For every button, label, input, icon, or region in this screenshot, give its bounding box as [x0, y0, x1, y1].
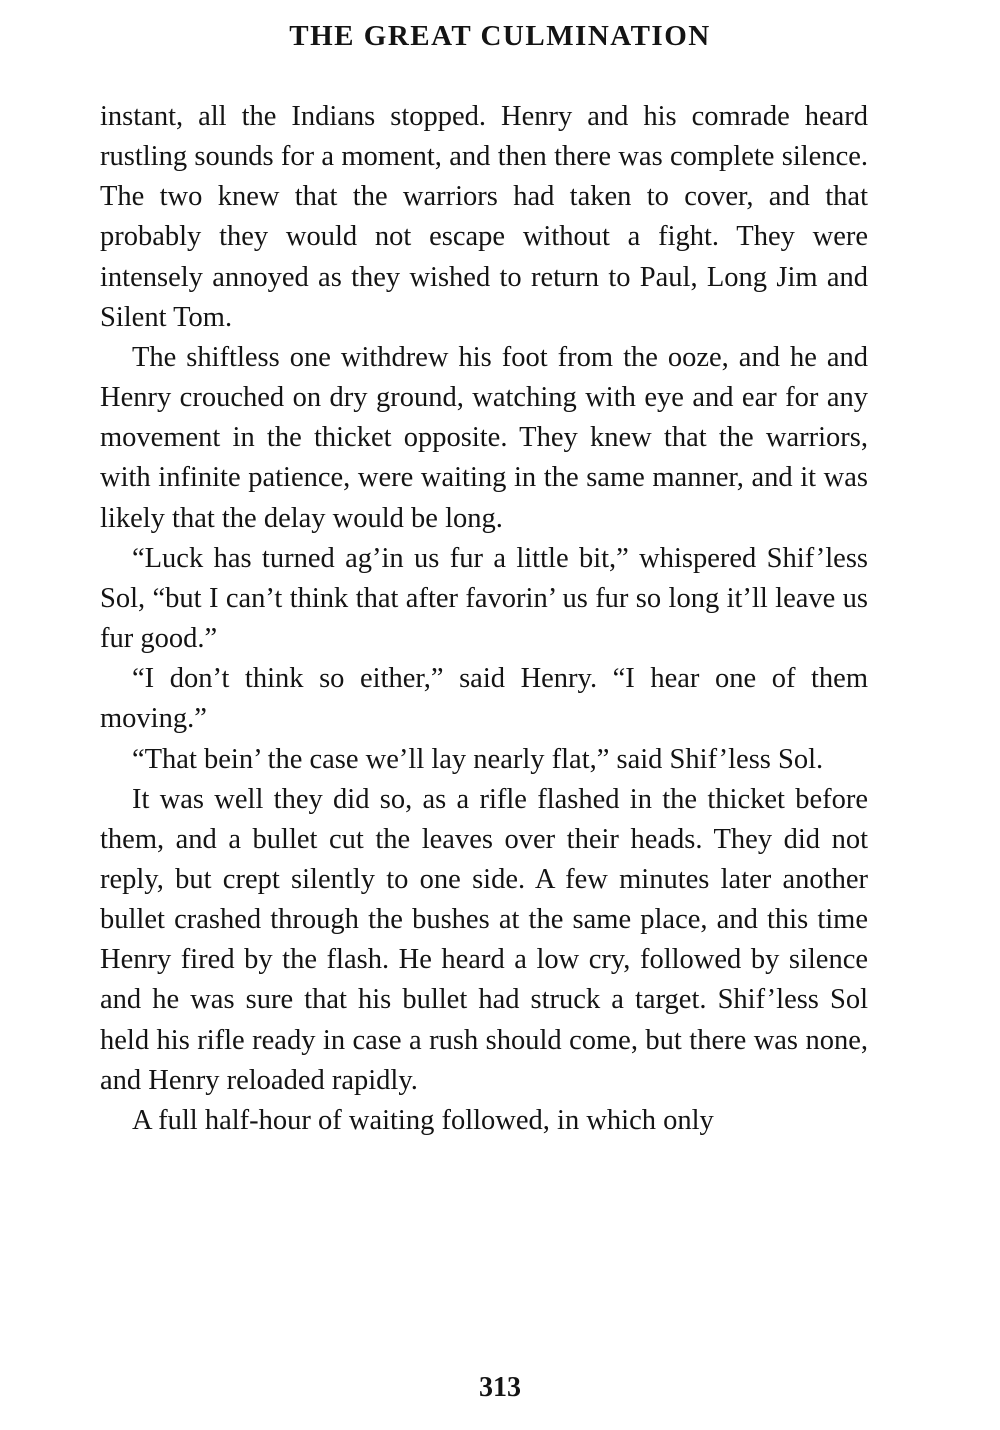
paragraph: The shiftless one withdrew his foot from the ooze, and he and Henry crouched on dry ground, watching with eye and ear for any movement in the thicket opposite. They knew that the warriors, with infinite patience, were waiting in the same manner, and it was likely that the delay would be long.	[100, 341, 868, 534]
running-header: THE GREAT CULMINATION	[289, 20, 711, 52]
paragraph: “I don’t think so either,” said Henry. “I hear one of them moving.”	[100, 663, 868, 735]
page-body	[100, 97, 868, 1141]
paragraph: “Luck has turned ag’in us fur a little bit,” whispered Shif’less Sol, “but I can’t think that after favorin’ us fur so long it’ll leave us fur good.”	[100, 542, 868, 655]
paragraph: It was well they did so, as a rifle flashed in the thicket before them, and a bullet cut the leaves over their heads. They did not reply, but crept silently to one side. A few minutes later another bullet crashed through the bushes at the same place, and this time Henry fired by the flash. He heard a low cry, followed by silence and he was sure that his bullet had struck a target. Shif’less Sol held his rifle ready in case a rush should come, but there was none, and Henry reloaded rapidly.	[100, 783, 868, 1096]
paragraph-continued: instant, all the Indians stopped. Henry and his comrade heard rustling sounds for a moment, and then there was complete silence. The two knew that the warriors had taken to cover, and that probably they would not escape without a fight. They were intensely annoyed as they wished to return to Paul, Long Jim and Silent Tom.	[100, 101, 868, 333]
paragraph: “That bein’ the case we’ll lay nearly flat,” said Shif’less Sol.	[132, 743, 824, 775]
paragraph: A full half-hour of waiting followed, in which only	[132, 1104, 714, 1136]
page-number: 313	[479, 1372, 521, 1403]
